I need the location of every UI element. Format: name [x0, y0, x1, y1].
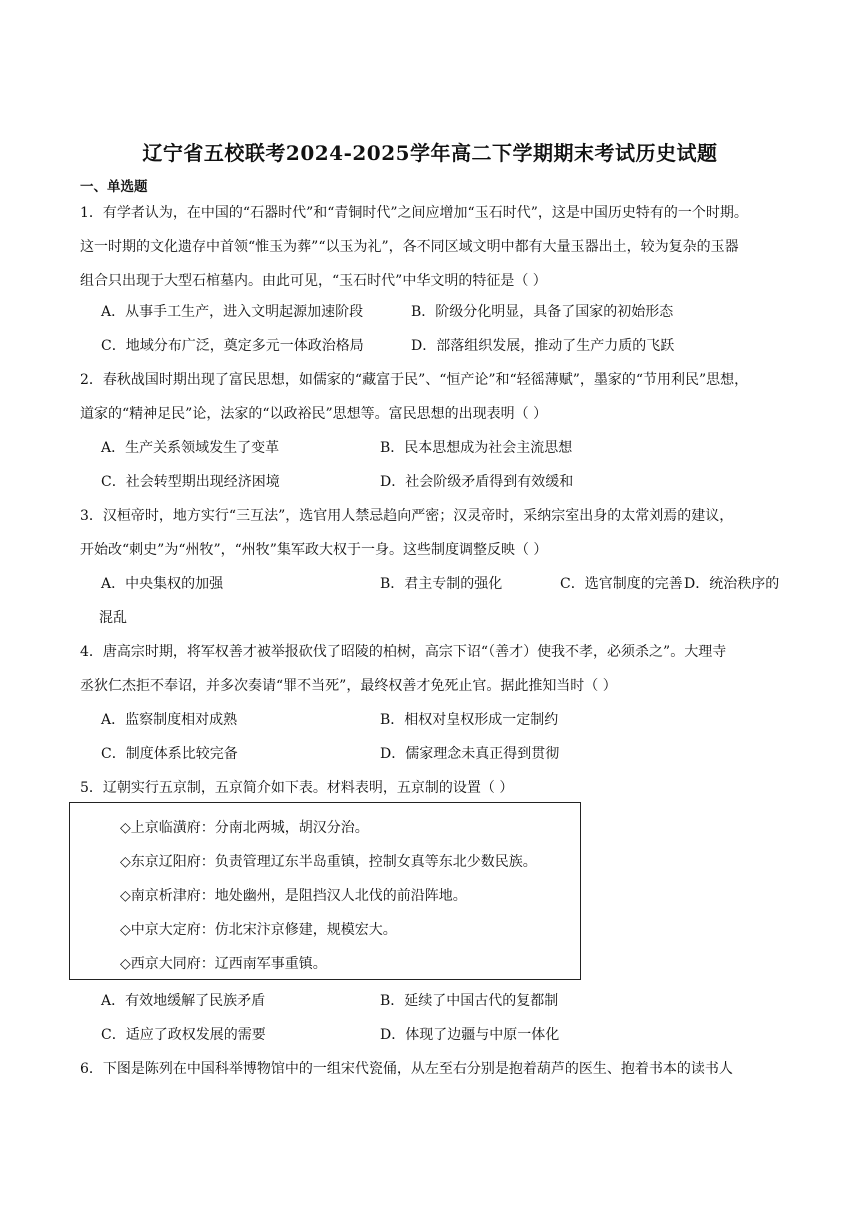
option-b[interactable]: B．君主专制的强化	[380, 576, 503, 592]
question-3-options	[101, 567, 791, 635]
option-b[interactable]: B．相权对皇权形成一定制约	[380, 712, 559, 728]
option-d[interactable]: D．体现了边疆与中原一体化	[380, 1027, 560, 1043]
question-4-options	[101, 703, 791, 771]
section-heading: 一、单选题	[80, 179, 148, 195]
question-5-options	[101, 984, 791, 1052]
option-c[interactable]: C．地域分布广泛，奠定多元一体政治格局	[101, 338, 364, 354]
question-line: 1．有学者认为，在中国的“石器时代”和“青铜时代”之间应增加“玉石时代”，这是中国历史特有的一个时期。	[80, 205, 748, 221]
option-a[interactable]: A．生产关系领域发生了变革	[101, 440, 280, 456]
material-item: ◇东京辽阳府：负责管理辽东半岛重镇，控制女真等东北少数民族。	[120, 854, 537, 870]
question-line: 4．唐高宗时期，将军权善才被举报砍伐了昭陵的柏树，高宗下诏“（善才）使我不孝，必须杀之”。大理寺	[80, 644, 727, 660]
option-b[interactable]: B．民本思想成为社会主流思想	[380, 440, 573, 456]
question-6-stem	[80, 1052, 786, 1086]
option-d-continued: 混乱	[99, 610, 127, 626]
question-line: 丞狄仁杰拒不奉诏，并多次奏请“罪不当死”，最终权善才免死止官。据此推知当时（ ）	[80, 678, 617, 694]
material-item: ◇上京临潢府：分南北两城，胡汉分治。	[120, 820, 369, 836]
question-line: 开始改“刺史”为“州牧”，“州牧”集军政大权于一身。这些制度调整反映（ ）	[80, 542, 548, 558]
question-line: 6．下图是陈列在中国科举博物馆中的一组宋代瓷俑，从左至右分别是抱着葫芦的医生、抱着书本的读书人	[80, 1061, 733, 1077]
material-box	[69, 802, 581, 980]
question-2-stem	[80, 363, 786, 431]
option-b[interactable]: B．阶级分化明显，具备了国家的初始形态	[411, 304, 674, 320]
material-item: ◇西京大同府：辽西南军事重镇。	[120, 956, 327, 972]
question-line: 组合只出现于大型石棺墓内。由此可见，“玉石时代”中华文明的特征是（ ）	[80, 273, 547, 289]
question-2-options	[101, 431, 791, 499]
question-line: 道家的“精神足民”论，法家的“以政裕民”思想等。富民思想的出现表明（ ）	[80, 406, 548, 422]
option-a[interactable]: A．有效地缓解了民族矛盾	[101, 993, 266, 1009]
option-c[interactable]: C．制度体系比较完备	[101, 746, 238, 762]
page-title: 辽宁省五校联考2024-2025学年高二下学期期末考试历史试题	[142, 141, 718, 165]
question-1-options	[101, 295, 791, 363]
question-1-stem	[80, 196, 786, 298]
option-c[interactable]: C．社会转型期出现经济困境	[101, 474, 280, 490]
question-4-stem	[80, 635, 786, 703]
question-line: 3．汉桓帝时，地方实行“三互法”，选官用人禁忌趋向严密；汉灵帝时，采纳宗室出身的太常刘焉的建议，	[80, 508, 734, 524]
option-a[interactable]: A．中央集权的加强	[101, 576, 224, 592]
option-a[interactable]: A．监察制度相对成熟	[101, 712, 238, 728]
option-c[interactable]: C．选官制度的完善	[560, 576, 683, 592]
question-3-stem	[80, 499, 786, 567]
option-d[interactable]: D．社会阶级矛盾得到有效缓和	[380, 474, 574, 490]
question-5-stem	[80, 771, 786, 805]
question-line: 这一时期的文化遗存中首领“惟玉为葬”“以玉为礼”，各不同区域文明中都有大量玉器出土，较为复杂的玉器	[80, 239, 739, 255]
question-line: 5．辽朝实行五京制，五京简介如下表。材料表明，五京制的设置（ ）	[80, 780, 514, 796]
option-d[interactable]: D．儒家理念未真正得到贯彻	[380, 746, 560, 762]
material-item: ◇中京大定府：仿北宋汴京修建，规模宏大。	[120, 922, 397, 938]
material-item: ◇南京析津府：地处幽州，是阻挡汉人北伐的前沿阵地。	[120, 888, 467, 904]
option-b[interactable]: B．延续了中国古代的复都制	[380, 993, 559, 1009]
option-d[interactable]: D．统治秩序的	[684, 576, 780, 592]
option-d[interactable]: D．部落组织发展，推动了生产力质的飞跃	[411, 338, 675, 354]
question-line: 2．春秋战国时期出现了富民思想，如儒家的“藏富于民”、“恒产论”和“轻徭薄赋”，墨家的“节用利民”思想，	[80, 372, 749, 388]
option-a[interactable]: A．从事手工生产，进入文明起源加速阶段	[101, 304, 364, 320]
option-c[interactable]: C．适应了政权发展的需要	[101, 1027, 266, 1043]
